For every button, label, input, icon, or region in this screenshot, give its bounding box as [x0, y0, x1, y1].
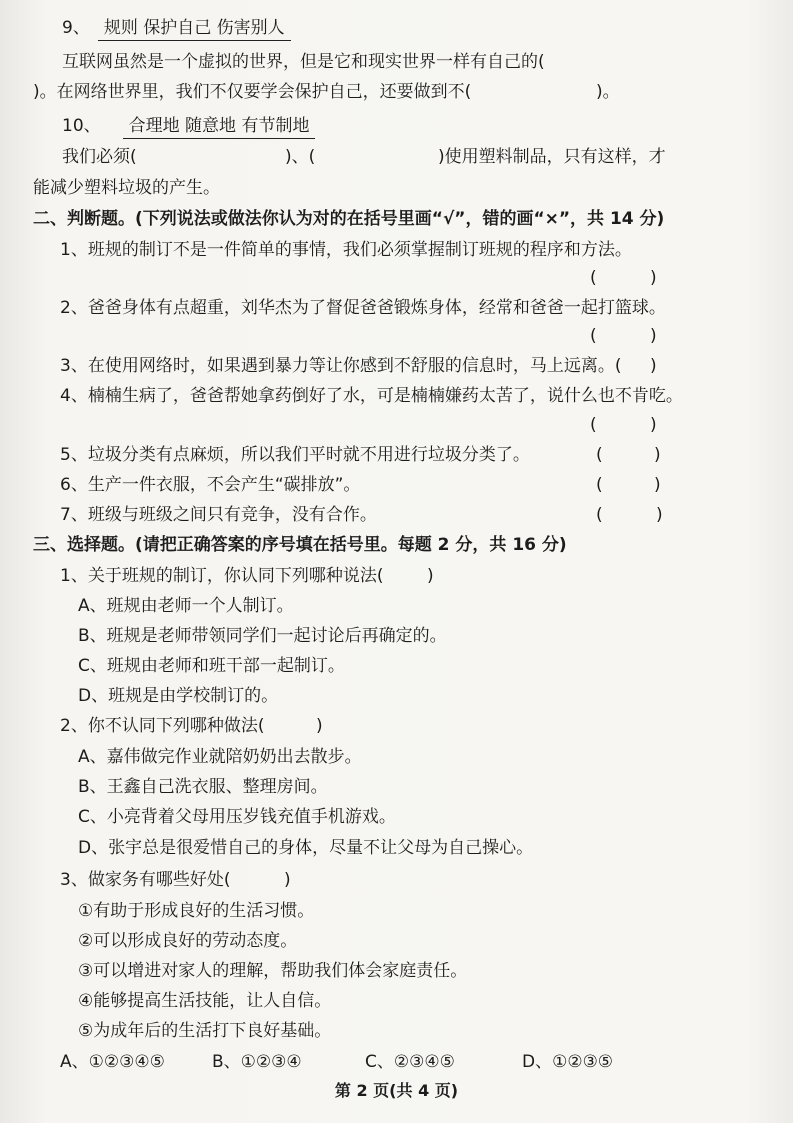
choice-q1-option-d: D、班规是由学校制订的。	[78, 686, 279, 706]
q9-number: 9、	[62, 18, 90, 38]
judge-item-7: 7、班级与班级之间只有竞争，没有合作。	[60, 505, 377, 525]
q9-text-line2a: )。在网络世界里，我们不仅要学会保护自己，还要做到不(	[33, 82, 472, 102]
choice-q1-option-b: B、班规是老师带领同学们一起讨论后再确定的。	[78, 626, 447, 646]
judge-item-1: 1、班规的制订不是一件简单的事情，我们必须掌握制订班规的程序和方法。	[60, 240, 632, 260]
choice-q3-statement-1: ①有助于形成良好的生活习惯。	[78, 901, 315, 921]
choice-q1-stem: 1、关于班规的制订，你认同下列哪种说法(	[60, 566, 384, 586]
choice-q3-close: )	[284, 870, 291, 890]
judge-paren-close-6: )	[654, 475, 661, 495]
judge-paren-close-4: )	[650, 415, 657, 435]
choice-q2-option-d: D、张宇总是很爱惜自己的身体，尽量不让父母为自己操心。	[78, 838, 534, 858]
judge-paren-close-7: )	[656, 505, 663, 525]
q10-text-line2: 能减少塑料垃圾的产生。	[33, 178, 220, 198]
judge-paren-open-5: (	[596, 445, 603, 465]
judge-paren-close-2: )	[650, 326, 657, 346]
judge-item-3: 3、在使用网络时，如果遇到暴力等让你感到不舒服的信息时，马上远离。(	[60, 356, 622, 376]
choice-q3-stem: 3、做家务有哪些好处(	[60, 870, 231, 890]
judge-paren-close-3: )	[650, 356, 657, 376]
choice-q2-stem: 2、你不认同下列哪种做法(	[60, 716, 265, 736]
judge-paren-close-5: )	[654, 445, 661, 465]
choice-q3-statement-2: ②可以形成良好的劳动态度。	[78, 931, 298, 951]
choice-q3-statement-5: ⑤为成年后的生活打下良好基础。	[78, 1021, 332, 1041]
q10-text-c: )使用塑料制品，只有这样，才	[438, 147, 666, 167]
q10-words: 合理地 随意地 有节制地	[123, 114, 316, 139]
section3-header: 三、选择题。(请把正确答案的序号填在括号里。每题 2 分，共 16 分)	[33, 535, 567, 555]
choice-q3-statement-4: ④能够提高生活技能，让人自信。	[78, 991, 332, 1011]
q9-text-line2b: )。	[596, 82, 620, 102]
q9-word-bank	[62, 16, 291, 41]
choice-q3-option-b: B、①②③④	[212, 1052, 302, 1072]
judge-paren-open-7: (	[596, 505, 603, 525]
judge-paren-open-4: (	[590, 415, 597, 435]
choice-q2-option-b: B、王鑫自己洗衣服、整理房间。	[78, 777, 328, 797]
judge-paren-open-1: (	[590, 268, 597, 288]
choice-q2-option-c: C、小亮背着父母用压岁钱充值手机游戏。	[78, 807, 396, 827]
q9-words: 规则 保护自己 伤害别人	[98, 16, 291, 41]
q10-number: 10、	[62, 116, 101, 136]
choice-q2-option-a: A、嘉伟做完作业就陪奶奶出去散步。	[78, 747, 362, 767]
choice-q1-option-c: C、班规由老师和班干部一起制订。	[78, 656, 345, 676]
judge-item-2: 2、爸爸身体有点超重，刘华杰为了督促爸爸锻炼身体，经常和爸爸一起打篮球。	[60, 298, 666, 318]
choice-q2-close: )	[316, 716, 323, 736]
choice-q3-option-c: C、②③④⑤	[365, 1052, 455, 1072]
q10-word-bank	[62, 114, 315, 139]
section2-header: 二、判断题。(下列说法或做法你认为对的在括号里画“√”，错的画“×”，共 14 分)	[33, 209, 665, 229]
choice-q3-option-a: A、①②③④⑤	[60, 1052, 165, 1072]
judge-paren-close-1: )	[650, 268, 657, 288]
judge-paren-open-2: (	[590, 326, 597, 346]
choice-q3-statement-3: ③可以增进对家人的理解，帮助我们体会家庭责任。	[78, 961, 468, 981]
choice-q3-option-d: D、①②③⑤	[522, 1052, 614, 1072]
judge-paren-open-6: (	[596, 475, 603, 495]
choice-q1-close: )	[427, 566, 434, 586]
judge-item-4: 4、楠楠生病了，爸爸帮她拿药倒好了水，可是楠楠嫌药太苦了，说什么也不肯吃。	[60, 386, 683, 406]
page-footer: 第 2 页(共 4 页)	[334, 1081, 459, 1100]
q9-text-line1: 互联网虽然是一个虚拟的世界，但是它和现实世界一样有自己的(	[62, 52, 545, 72]
judge-item-6: 6、生产一件衣服，不会产生“碳排放”。	[60, 475, 361, 495]
q10-text-b: )、(	[285, 147, 316, 167]
q10-text-a: 我们必须(	[62, 147, 137, 167]
choice-q1-option-a: A、班规由老师一个人制订。	[78, 596, 294, 616]
judge-item-5: 5、垃圾分类有点麻烦，所以我们平时就不用进行垃圾分类了。	[60, 445, 530, 465]
